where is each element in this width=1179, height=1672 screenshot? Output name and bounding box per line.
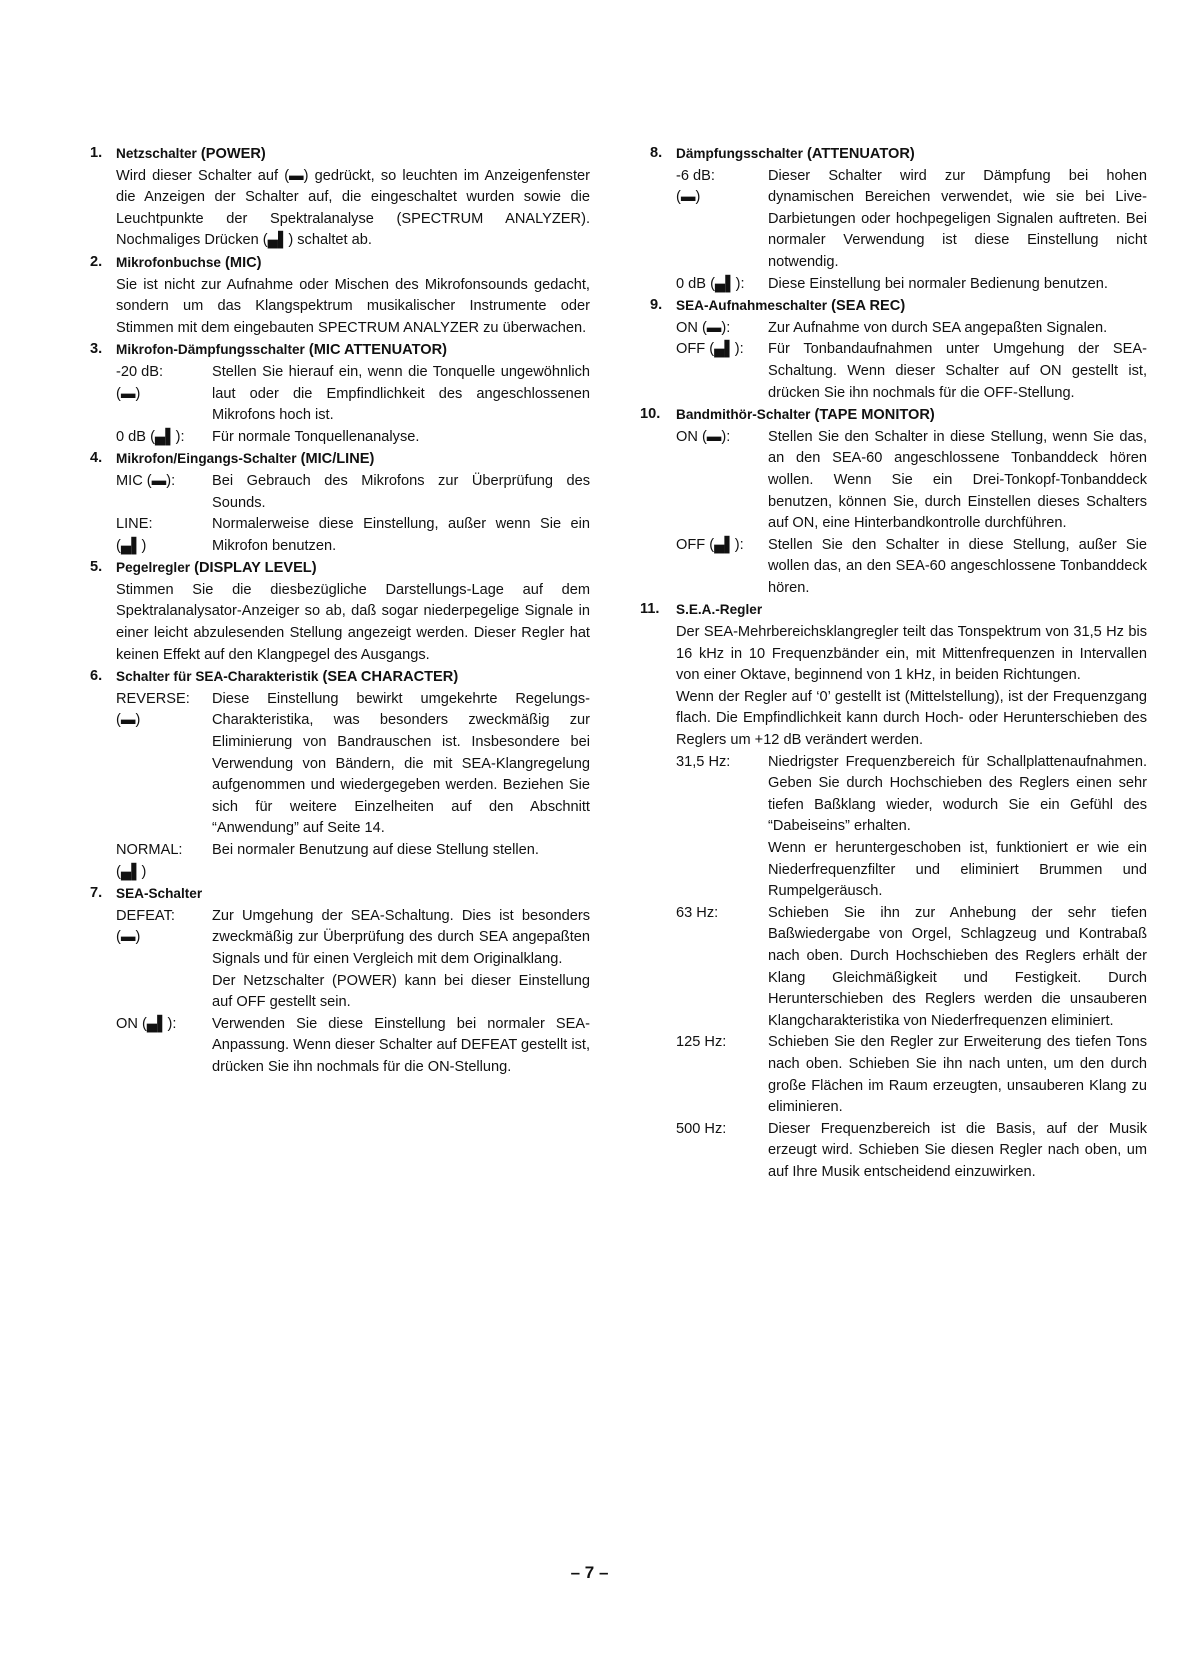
frequency-entry	[676, 903, 1147, 1033]
frequency-entry	[676, 1032, 1147, 1118]
item-number: 3.	[90, 341, 103, 358]
setting-term: 0 dB (▄▌):	[676, 275, 745, 292]
frequency-desc: Schieben Sie ihn zur Anhebung der sehr tiefen Baßwiedergabe von Orgel, Schlagzeug und Kontrabaß nach oben. Durch Hochschieben des Reglers erhält der Klang Gleichmäßigkeit und Festigkeit. Durch Herunterschieben des Reglers werden die unsauberen Klangcharakteristika von Niederfrequenzen eliminiert.	[768, 904, 1147, 1029]
item-number: 1.	[90, 145, 103, 161]
setting-entry	[116, 689, 590, 840]
item-title: SEA-Aufnahmeschalter (SEA REC)	[676, 298, 906, 315]
item-title: Pegelregler (DISPLAY LEVEL)	[116, 560, 317, 577]
frequency-desc: Niedrigster Frequenzbereich für Schallplattenaufnahmen. Geben Sie durch Hochschieben des Reglers einen sehr tiefen Baßklang wieder, wodurch Sie ein Gefühl des “Dabeiseins” erhalten. Wenn er heruntergeschoben ist, funktioniert er wie ein Niederfrequenzfilter und eliminiert Brummen und Rumpelgeräusch.	[768, 753, 1147, 900]
setting-term: LINE: (▄▌)	[116, 516, 153, 554]
item-number: 4.	[90, 450, 103, 467]
right-column	[640, 143, 1147, 1184]
setting-entry	[116, 1014, 590, 1079]
setting-desc: Stellen Sie den Schalter in diese Stellung, außer Sie wollen das, an den SEA-60 angeschlossene Tonbanddeck hören.	[768, 536, 1147, 596]
setting-term: ON (▄▌):	[116, 1015, 177, 1032]
item-sea-character	[90, 666, 590, 883]
item-number: 8.	[650, 145, 663, 161]
page-number: – 7 –	[570, 1563, 609, 1582]
setting-entry	[116, 840, 590, 883]
frequency-term: 31,5 Hz:	[676, 753, 731, 770]
item-title: S.E.A.-Regler	[676, 602, 763, 618]
setting-entry	[676, 339, 1147, 404]
item-title: Bandmithör-Schalter (TAPE MONITOR)	[676, 407, 935, 424]
item-number: 7.	[90, 885, 103, 902]
item-mic-attenuator	[90, 339, 590, 448]
setting-entry	[676, 318, 1147, 340]
setting-desc: Diese Einstellung bewirkt umgekehrte Regelungs-Charakteristika, was besonders zweckmäßig zur Eliminierung von Bandrauschen ist. Insbesondere bei Verwendung von Bändern, die mit SEA-Klangregelung aufgenommen und wiedergegeben werden. Beziehen Sie sich für weitere Einzelheiten auf den Abschnitt “Anwendung” auf Seite 14.	[212, 690, 590, 837]
setting-term: NORMAL: (▄▌)	[116, 842, 183, 880]
item-sea-switch	[90, 883, 590, 1078]
frequency-desc: Dieser Frequenzbereich ist die Basis, auf der Musik erzeugt wird. Schieben Sie diesen Regler nach oben, um auf Ihre Musik entscheidend einzuwirken.	[768, 1120, 1147, 1180]
setting-desc: Für Tonbandaufnahmen unter Umgehung der SEA-Schaltung. Wenn dieser Schalter auf ON gestellt ist, drücken Sie ihn nochmals für die OFF-Stellung.	[768, 341, 1147, 401]
setting-desc: Zur Aufnahme von durch SEA angepaßten Signalen.	[768, 319, 1108, 336]
setting-desc: Für normale Tonquellenanalyse.	[212, 428, 420, 445]
setting-desc: Stellen Sie den Schalter in diese Stellung, wenn Sie das, an den SEA-60 angeschlossene Tonbanddeck hören wollen. Wenn Sie ein Drei-Tonkopf-Tonbanddeck benutzen, können Sie, durch Einstellen dieses Schalters auf ON, eine Hinterbandkontrolle durchführen.	[768, 428, 1147, 532]
setting-desc: Stellen Sie hierauf ein, wenn die Tonquelle ungewöhnlich laut oder die Empfindlichkeit des angeschlossenen Mikrofons hoch ist.	[212, 363, 590, 424]
item-title: Mikrofon-Dämpfungsschalter (MIC ATTENUATOR)	[116, 342, 447, 359]
frequency-desc: Schieben Sie den Regler zur Erweiterung des tiefen Tons nach oben. Schieben Sie ihn nach unten, um den durch große Flächen im Raum erzeugten, unsauberen Klang zu eliminieren.	[768, 1034, 1147, 1116]
item-sea-rec	[650, 295, 1147, 404]
setting-term: ON (▬):	[676, 428, 731, 445]
setting-desc: Bei Gebrauch des Mikrofons zur Überprüfung des Sounds.	[212, 472, 590, 511]
setting-term: MIC (▬):	[116, 472, 176, 489]
setting-entry	[116, 906, 590, 1014]
setting-desc: Normalerweise diese Einstellung, außer wenn Sie ein Mikrofon benutzen.	[212, 516, 590, 554]
setting-term: OFF (▄▌):	[676, 536, 744, 553]
setting-term: REVERSE: (▬)	[116, 690, 190, 729]
setting-entry	[676, 427, 1147, 535]
item-power	[90, 143, 590, 252]
setting-entry	[676, 535, 1147, 600]
item-text: Wird dieser Schalter auf (▬) gedrückt, so leuchten im Anzeigenfenster die Anzeigen der Schalter auf, die eingeschaltet wurden sowie die Leuchtpunkte der Spektralanalyse (SPECTRUM ANALYZER). Nochmaliges Drücken (▄▌) schaltet ab.	[116, 167, 590, 249]
setting-desc: Verwenden Sie diese Einstellung bei normaler SEA-Anpassung. Wenn dieser Schalter auf DEFEAT gestellt ist, drücken Sie ihn nochmals für die ON-Stellung.	[212, 1015, 591, 1075]
item-attenuator	[650, 143, 1147, 295]
frequency-term: 125 Hz:	[676, 1034, 727, 1051]
setting-entry	[116, 514, 590, 557]
item-mic	[90, 252, 590, 339]
left-column	[90, 143, 590, 1079]
setting-entry	[116, 427, 590, 449]
setting-desc: Bei normaler Benutzung auf diese Stellung stellen.	[212, 842, 539, 858]
item-number: 11.	[640, 601, 660, 618]
frequency-term: 63 Hz:	[676, 904, 719, 921]
frequency-entry	[676, 752, 1147, 903]
setting-term: ON (▬):	[676, 319, 731, 336]
setting-term: -6 dB: (▬)	[676, 167, 715, 206]
item-title: Netzschalter (POWER)	[116, 146, 266, 162]
frequency-entry	[676, 1119, 1147, 1184]
item-text: Stimmen Sie die diesbezügliche Darstellungs-Lage auf dem Spektralanalysator-Anzeiger so ab, daß sogar niederpegelige Signale in einer leicht abzulesenden Stellung angezeigt werden. Dieser Regler hat keinen Effekt auf den Klangpegel des Ausgangs.	[116, 581, 590, 663]
setting-entry	[676, 166, 1147, 274]
setting-entry	[116, 471, 590, 514]
item-sea-regler	[640, 599, 1147, 1183]
setting-desc: Diese Einstellung bei normaler Bedienung benutzen.	[768, 275, 1108, 292]
setting-term: 0 dB (▄▌):	[116, 428, 185, 445]
item-title: Mikrofonbuchse (MIC)	[116, 254, 262, 271]
item-title: SEA-Schalter	[116, 886, 203, 902]
item-title: Mikrofon/Eingangs-Schalter (MIC/LINE)	[116, 451, 375, 468]
item-title: Schalter für SEA-Charakteristik (SEA CHARACTER)	[116, 669, 459, 686]
item-text: Sie ist nicht zur Aufnahme oder Mischen des Mikrofonsounds gedacht, sondern um das Klangspektrum musikalischer Instrumente oder Stimmen mit dem eingebauten SPECTRUM ANALYZER zu überwachen.	[116, 276, 590, 336]
item-mic-line	[90, 448, 590, 557]
setting-desc: Dieser Schalter wird zur Dämpfung bei hohen dynamischen Bereichen verwendet, wie sie bei Live-Darbietungen oder hochpegeligen Signalen auftreten. Bei normaler Verwendung ist diese Einstellung nicht notwendig.	[768, 167, 1147, 270]
item-number: 10.	[640, 406, 661, 423]
item-text: Der SEA-Mehrbereichsklangregler teilt das Tonspektrum von 31,5 Hz bis 16 kHz in 10 Frequenzbänder ein, mit Mittenfrequenzen in Intervallen von einer Oktave, beginnend von 1 kHz, in beiden Richtungen.	[676, 624, 1147, 684]
item-display-level	[90, 557, 590, 666]
item-number: 6.	[90, 668, 103, 685]
setting-entry	[116, 362, 590, 427]
setting-term: DEFEAT: (▬)	[116, 907, 175, 946]
frequency-term: 500 Hz:	[676, 1120, 727, 1137]
setting-term: OFF (▄▌):	[676, 341, 744, 358]
item-number: 9.	[650, 297, 663, 314]
item-number: 2.	[90, 253, 103, 270]
setting-entry	[676, 274, 1147, 296]
item-text: Wenn der Regler auf ‘0’ gestellt ist (Mittelstellung), ist der Frequenzgang flach. Die Empfindlichkeit kann durch Hoch- oder Herunterschieben des Reglers um +12 dB verändert werden.	[676, 688, 1147, 749]
setting-term: -20 dB: (▬)	[116, 363, 164, 402]
item-title: Dämpfungsschalter (ATTENUATOR)	[676, 146, 915, 162]
item-number: 5.	[90, 559, 103, 576]
setting-desc: Zur Umgehung der SEA-Schaltung. Dies ist besonders zweckmäßig zur Überprüfung des durch SEA angepaßten Signals und für einen Vergleich mit dem Originalklang. Der Netzschalter (POWER) kann bei dieser Einstellung auf OFF gestellt sein.	[212, 907, 590, 1011]
item-tape-monitor	[640, 404, 1147, 599]
